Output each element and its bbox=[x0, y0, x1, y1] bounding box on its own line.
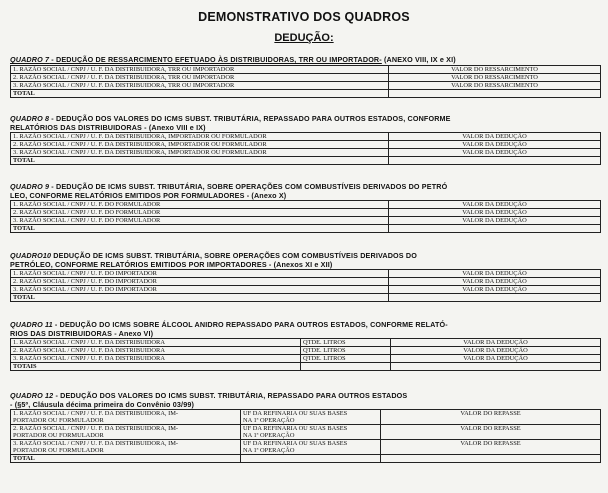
total-row bbox=[11, 294, 601, 302]
row-value-cell[interactable]: VALOR DA DEDUÇÃO bbox=[391, 339, 601, 347]
row-value-cell[interactable]: VALOR DA DEDUÇÃO bbox=[389, 217, 601, 225]
row-value-cell[interactable]: VALOR DA DEDUÇÃO bbox=[389, 201, 601, 209]
quadro-12-line1: - DEDUÇÃO DOS VALORES DO ICMS SUBST. TRIBUTÁRIA, REPASSADO PARA OUTROS ESTADOS bbox=[53, 391, 408, 400]
quadro-9-line1: - DEDUÇÃO DE ICMS SUBST. TRIBUTÁRIA, SOBRE OPERAÇÕES COM COMBUSTÍVEIS DERIVADOS DO PETRÓ bbox=[49, 182, 448, 191]
quadro-11-table bbox=[10, 338, 601, 371]
row-name-line1: 1. RAZÃO SOCIAL / CNPJ / U. F. DA DISTRIBUIDORA, IM- bbox=[13, 410, 179, 418]
row-name-cell[interactable]: 3. RAZÃO SOCIAL / CNPJ / U. F. DA DISTRIBUIDORA bbox=[11, 355, 301, 363]
row-value-cell[interactable]: VALOR DA DEDUÇÃO bbox=[389, 133, 601, 141]
row-name-cell[interactable] bbox=[11, 410, 241, 425]
row-qty-cell[interactable]: QTDE. LITROS bbox=[301, 347, 391, 355]
row-value-cell[interactable]: VALOR DA DEDUÇÃO bbox=[389, 149, 601, 157]
quadro-10-section bbox=[10, 252, 600, 302]
quadro-12-table bbox=[10, 409, 601, 463]
row-name-cell[interactable]: 1. RAZÃO SOCIAL / CNPJ / U. F. DA DISTRIBUIDORA bbox=[11, 339, 301, 347]
row-ref-line2: NA 1ª OPERAÇÃO bbox=[243, 432, 295, 440]
row-name-line2: PORTADOR OU FORMULADOR bbox=[13, 447, 104, 455]
quadro-11-heading bbox=[10, 321, 600, 338]
quadro-11-line1: - DEDUÇÃO DO ICMS SOBRE ÁLCOOL ANIDRO REPASSADO PARA OUTROS ESTADOS, CONFORME RELATÓ- bbox=[52, 320, 448, 329]
row-value-cell[interactable]: VALOR DA DEDUÇÃO bbox=[389, 270, 601, 278]
row-name-cell[interactable]: 2. RAZÃO SOCIAL / CNPJ / U. F. DO IMPORTADOR bbox=[11, 278, 389, 286]
row-value-cell[interactable]: VALOR DO RESSARCIMENTO bbox=[389, 73, 601, 81]
quadro-12-line2: - (§5º, Cláusula décima primeira do Convênio 03/99) bbox=[10, 399, 195, 409]
quadro-7-section bbox=[10, 56, 600, 98]
row-name-line1: 3. RAZÃO SOCIAL / CNPJ / U. F. DA DISTRIBUIDORA, IM- bbox=[13, 440, 179, 448]
table-row bbox=[11, 270, 601, 278]
total-row bbox=[11, 225, 601, 233]
row-name-cell[interactable]: 3. RAZÃO SOCIAL / CNPJ / U. F. DA DISTRIBUIDORA, TRR OU IMPORTADOR bbox=[11, 81, 389, 89]
row-ref-cell[interactable] bbox=[241, 410, 381, 425]
row-name-line1: 2. RAZÃO SOCIAL / CNPJ / U. F. DA DISTRIBUIDORA, IM- bbox=[13, 425, 179, 433]
row-value-cell[interactable]: VALOR DA DEDUÇÃO bbox=[389, 141, 601, 149]
total-value-cell[interactable] bbox=[391, 363, 601, 371]
quadro-9-heading bbox=[10, 183, 600, 200]
total-value-cell[interactable] bbox=[389, 294, 601, 302]
total-label: TOTAL bbox=[11, 455, 241, 463]
row-name-cell[interactable]: 3. RAZÃO SOCIAL / CNPJ / U. F. DO IMPORTADOR bbox=[11, 286, 389, 294]
row-ref-cell[interactable] bbox=[241, 440, 381, 455]
quadro-10-line2: PETRÓLEO, CONFORME RELATÓRIOS EMITIDOS POR IMPORTADORES - (Anexos XI e XII) bbox=[10, 259, 333, 269]
table-row bbox=[11, 355, 601, 363]
table-row bbox=[11, 73, 601, 81]
row-name-cell[interactable] bbox=[11, 440, 241, 455]
row-value-cell[interactable]: VALOR DA DEDUÇÃO bbox=[389, 278, 601, 286]
table-row bbox=[11, 286, 601, 294]
quadro-8-line2: RELATÓRIOS DAS DISTRIBUIDORAS - (Anexo VIII e IX) bbox=[10, 122, 206, 132]
quadro-9-section bbox=[10, 183, 600, 233]
table-row bbox=[11, 339, 601, 347]
total-value-cell[interactable] bbox=[381, 455, 601, 463]
quadro-7-heading bbox=[10, 56, 600, 65]
row-name-cell[interactable]: 2. RAZÃO SOCIAL / CNPJ / U. F. DA DISTRIBUIDORA, TRR OU IMPORTADOR bbox=[11, 73, 389, 81]
quadro-8-table bbox=[10, 132, 601, 165]
row-name-line2: PORTADOR OU FORMULADOR bbox=[13, 432, 104, 440]
page-title: DEMONSTRATIVO DOS QUADROS bbox=[198, 10, 410, 24]
table-row bbox=[11, 410, 601, 425]
total-row bbox=[11, 363, 601, 371]
total-label: TOTAL bbox=[11, 89, 389, 97]
total-row bbox=[11, 89, 601, 97]
table-row bbox=[11, 217, 601, 225]
quadro-10-table bbox=[10, 269, 601, 302]
total-ref-cell[interactable] bbox=[241, 455, 381, 463]
table-row bbox=[11, 65, 601, 73]
row-name-cell[interactable]: 2. RAZÃO SOCIAL / CNPJ / U. F. DA DISTRIBUIDORA, IMPORTADOR OU FORMULADOR bbox=[11, 141, 389, 149]
row-ref-line1: UF DA REFINARIA OU SUAS BASES bbox=[243, 425, 348, 433]
total-row bbox=[11, 157, 601, 165]
quadro-9-line2: LEO, CONFORME RELATÓRIOS EMITIDOS POR FORMULADORES - (Anexo X) bbox=[10, 190, 287, 200]
row-qty-cell[interactable]: QTDE. LITROS bbox=[301, 355, 391, 363]
row-value-cell[interactable]: VALOR DO RESSARCIMENTO bbox=[389, 81, 601, 89]
row-value-cell[interactable]: VALOR DO REPASSE bbox=[381, 425, 601, 440]
quadro-11-number: QUADRO 11 bbox=[10, 320, 53, 329]
row-value-cell[interactable]: VALOR DA DEDUÇÃO bbox=[389, 286, 601, 294]
row-ref-cell[interactable] bbox=[241, 425, 381, 440]
row-ref-line2: NA 1ª OPERAÇÃO bbox=[243, 447, 295, 455]
quadro-9-table bbox=[10, 200, 601, 233]
total-value-cell[interactable] bbox=[389, 89, 601, 97]
quadro-8-number: QUADRO 8 bbox=[10, 114, 50, 123]
table-row bbox=[11, 347, 601, 355]
table-row bbox=[11, 149, 601, 157]
row-value-cell[interactable]: VALOR DA DEDUÇÃO bbox=[391, 347, 601, 355]
table-row bbox=[11, 440, 601, 455]
row-name-cell[interactable]: 1. RAZÃO SOCIAL / CNPJ / U. F. DA DISTRIBUIDORA, TRR OU IMPORTADOR bbox=[11, 65, 389, 73]
row-value-cell[interactable]: VALOR DA DEDUÇÃO bbox=[389, 209, 601, 217]
total-value-cell[interactable] bbox=[389, 225, 601, 233]
total-row bbox=[11, 455, 601, 463]
total-label: TOTAL bbox=[11, 294, 389, 302]
quadro-11-line2: RIOS DAS DISTRIBUIDORAS - Anexo VI) bbox=[10, 328, 154, 338]
row-value-cell[interactable]: VALOR DA DEDUÇÃO bbox=[391, 355, 601, 363]
quadro-7-annex: (ANEXO VIII, IX e XI) bbox=[381, 55, 456, 64]
quadro-7-table bbox=[10, 65, 601, 98]
table-row bbox=[11, 425, 601, 440]
total-label: TOTAL bbox=[11, 225, 389, 233]
quadro-7-number: QUADRO 7 bbox=[10, 55, 50, 64]
table-row bbox=[11, 141, 601, 149]
row-value-cell[interactable]: VALOR DO REPASSE bbox=[381, 440, 601, 455]
quadro-9-number: QUADRO 9 bbox=[10, 182, 50, 191]
total-label: TOTAL bbox=[11, 157, 389, 165]
quadro-12-number: QUADRO 12 bbox=[10, 391, 54, 400]
quadro-8-line1: - DEDUÇÃO DOS VALORES DO ICMS SUBST. TRIBUTÁRIA, REPASSADO PARA OUTROS ESTADOS, CONFORME bbox=[49, 114, 451, 123]
quadro-12-section bbox=[10, 392, 600, 463]
row-name-cell[interactable]: 1. RAZÃO SOCIAL / CNPJ / U. F. DA DISTRIBUIDORA, IMPORTADOR OU FORMULADOR bbox=[11, 133, 389, 141]
row-ref-line1: UF DA REFINARIA OU SUAS BASES bbox=[243, 440, 348, 448]
table-row bbox=[11, 201, 601, 209]
row-name-cell[interactable]: 2. RAZÃO SOCIAL / CNPJ / U. F. DO FORMULADOR bbox=[11, 209, 389, 217]
quadro-10-heading bbox=[10, 252, 600, 269]
row-name-cell[interactable] bbox=[11, 425, 241, 440]
quadro-11-section bbox=[10, 321, 600, 371]
row-ref-line1: UF DA REFINARIA OU SUAS BASES bbox=[243, 410, 348, 418]
row-ref-line2: NA 1ª OPERAÇÃO bbox=[243, 417, 295, 425]
row-name-cell[interactable]: 1. RAZÃO SOCIAL / CNPJ / U. F. DO IMPORTADOR bbox=[11, 270, 389, 278]
quadro-10-number: QUADRO10 bbox=[10, 251, 52, 260]
row-qty-cell[interactable]: QTDE. LITROS bbox=[301, 339, 391, 347]
total-value-cell[interactable] bbox=[389, 157, 601, 165]
row-name-line2: PORTADOR OU FORMULADOR bbox=[13, 417, 104, 425]
quadro-10-line1: DEDUÇÃO DE ICMS SUBST. TRIBUTÁRIA, SOBRE OPERAÇÕES COM COMBUSTÍVEIS DERIVADOS DO bbox=[51, 251, 417, 260]
total-label: TOTAIS bbox=[11, 363, 301, 371]
table-row bbox=[11, 133, 601, 141]
total-qty-cell[interactable] bbox=[301, 363, 391, 371]
quadro-12-heading bbox=[10, 392, 600, 409]
row-value-cell[interactable]: VALOR DO RESSARCIMENTO bbox=[389, 65, 601, 73]
row-name-cell[interactable]: 2. RAZÃO SOCIAL / CNPJ / U. F. DA DISTRIBUIDORA bbox=[11, 347, 301, 355]
page-subtitle: DEDUÇÃO: bbox=[274, 32, 334, 44]
row-name-cell[interactable]: 1. RAZÃO SOCIAL / CNPJ / U. F. DO FORMULADOR bbox=[11, 201, 389, 209]
quadro-7-text: - DEDUÇÃO DE RESSARCIMENTO EFETUADO ÀS DISTRIBUIDORAS, TRR OU IMPORTADOR- bbox=[49, 55, 382, 64]
quadro-8-heading bbox=[10, 115, 600, 132]
row-value-cell[interactable]: VALOR DO REPASSE bbox=[381, 410, 601, 425]
table-row bbox=[11, 209, 601, 217]
row-name-cell[interactable]: 3. RAZÃO SOCIAL / CNPJ / U. F. DO FORMULADOR bbox=[11, 217, 389, 225]
quadro-8-section bbox=[10, 115, 600, 165]
table-row bbox=[11, 81, 601, 89]
table-row bbox=[11, 278, 601, 286]
row-name-cell[interactable]: 3. RAZÃO SOCIAL / CNPJ / U. F. DA DISTRIBUIDORA, IMPORTADOR OU FORMULADOR bbox=[11, 149, 389, 157]
